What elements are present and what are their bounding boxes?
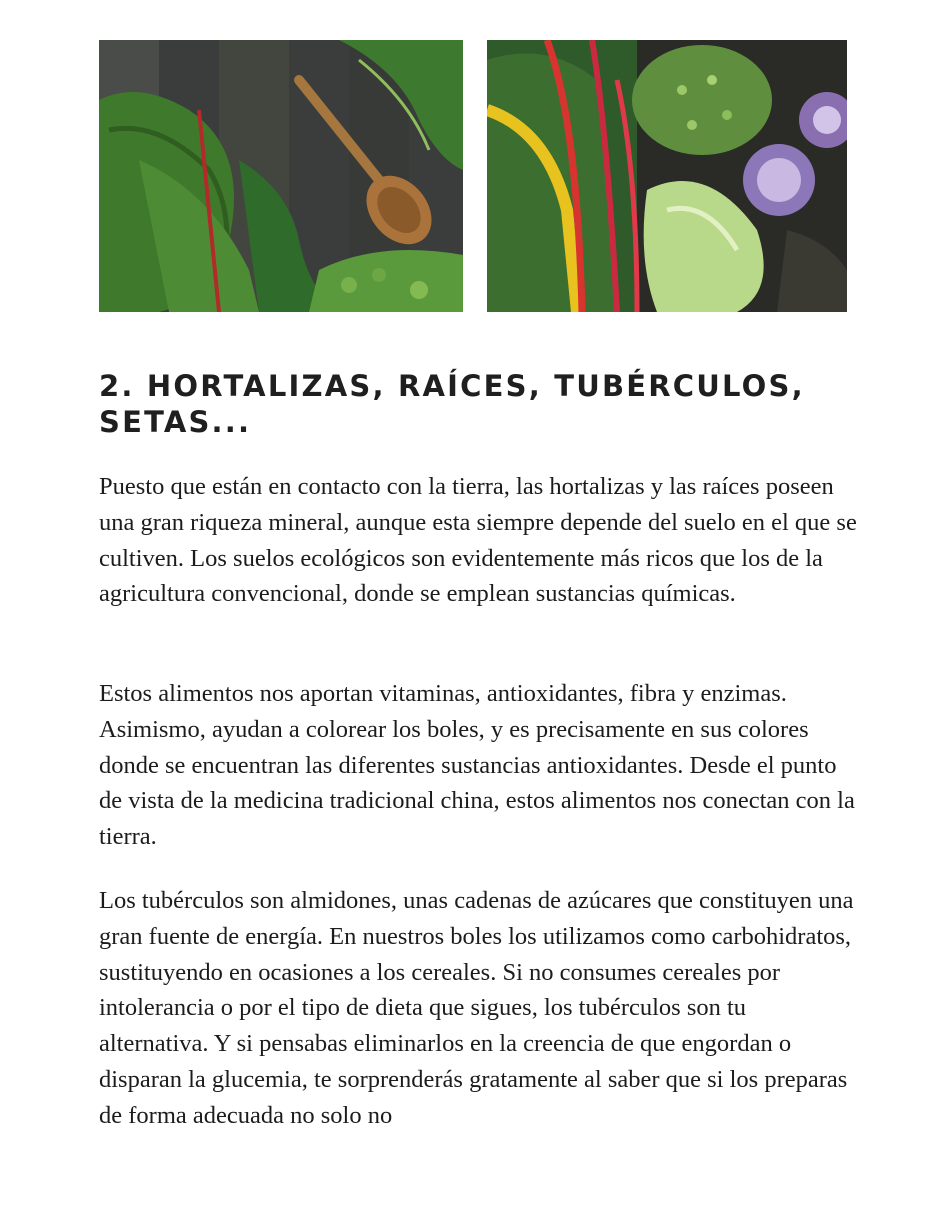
- photo-rainbow-chard-cabbage: [487, 40, 847, 312]
- section-heading: 2. HORTALIZAS, RAÍCES, TUBÉRCULOS, SETAS...: [99, 369, 805, 439]
- paragraph-3: Los tubérculos son almidones, unas cadenas de azúcares que constituyen una gran fuente de energía. En nuestros boles los utilizamos como carbohidratos, sustituyendo en ocasiones a los cereales. Si no consumes cereales por intolerancia o por el tipo de dieta que sigues, los tubérculos son tu alternativa. Y si pensabas eliminarlos en la creencia de que engordan o disparan la glucemia, te sorprenderás gratamente al saber que si los preparas de forma adecuada no solo no: [99, 887, 854, 1129]
- photo-chard-wooden-spoon: [99, 40, 463, 312]
- paragraph-2: Estos alimentos nos aportan vitaminas, antioxidantes, fibra y enzimas. Asimismo, ayudan a colorear los boles, y es precisamente en sus colores donde se encuentran las diferentes sustancias antioxidantes. Desde el punto de vista de la medicina tradicional china, estos alimentos nos conectan con la tierra.: [99, 680, 855, 851]
- paragraph-1: Puesto que están en contacto con la tierra, las hortalizas y las raíces poseen una gran riqueza mineral, aunque esta siempre depende del suelo en el que se cultiven. Los suelos ecológicos son evidentemente más ricos que los de la agricultura convencional, donde se emplean sustancias químicas.: [99, 473, 857, 608]
